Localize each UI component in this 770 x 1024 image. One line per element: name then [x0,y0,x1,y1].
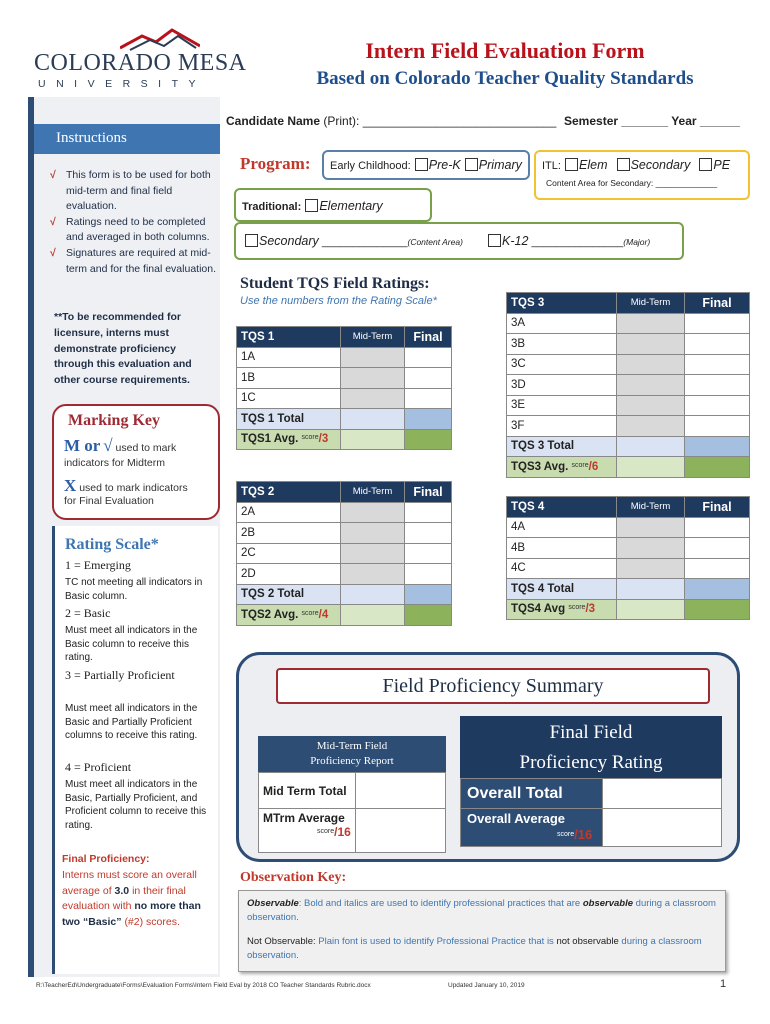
final-cell[interactable] [685,313,750,334]
table-row: 1A [237,347,452,368]
early-childhood-group: Early Childhood: Pre-K Primary [322,150,530,180]
midterm-cell[interactable] [341,368,405,389]
check-icon: √ [50,246,56,259]
licensure-note: **To be recommended for licensure, interns must demonstrate proficiency through this evaluation and other course requirements. [54,311,192,387]
program-label: Program: [240,154,311,173]
midterm-avg-cell[interactable] [341,429,405,450]
avg-row: TQS4 Avg $^{score}$/3 [507,599,750,620]
midterm-cell[interactable] [617,334,685,355]
secondary-content-field[interactable]: ______________ [321,236,408,248]
total-row: TQS 3 Total [507,436,750,457]
final-total-cell[interactable] [685,436,750,457]
tqs1-table: TQS 1 Mid-Term Final 1A 1B 1C TQS 1 Total TQS1 Avg. $^{score}$/3 [236,326,452,450]
final-proficiency-note: Final Proficiency: Interns must score an overall average of 3.0 in their final evaluation with no more than two “Basic” (#2) scores. [62,853,201,929]
table-row: 4B [507,538,750,559]
midterm-cell[interactable] [341,523,405,544]
mesa-logo-icon [120,28,200,52]
final-avg-cell[interactable] [685,457,750,478]
pe-checkbox[interactable] [699,158,712,171]
check-icon: √ [50,215,56,228]
itl-group: ITL: Elem Secondary PE Content Area for Secondary: _____________ [534,150,750,200]
final-proficiency-title: Final Proficiency: [62,853,150,865]
table-row: 1C [237,388,452,409]
x-symbol: X [64,476,77,495]
total-row: TQS 2 Total [237,584,452,605]
final-total-cell[interactable] [685,579,750,600]
prek-checkbox[interactable] [415,158,428,171]
footer-updated: Updated January 10, 2019 [448,982,525,989]
ratings-subtitle: Use the numbers from the Rating Scale* [240,295,437,307]
midterm-avg-cell[interactable] [617,599,685,620]
final-cell[interactable] [405,388,452,409]
table-row: 2A [237,502,452,523]
rating-4-desc: Must meet all indicators in the Basic, Partially Proficient, and Proficient column to receive this rating. [65,779,207,831]
rating-3: 3 = Partially Proficient [65,668,175,682]
midterm-average-cell[interactable] [355,809,445,853]
form-subtitle: Based on Colorado Teacher Quality Standards [316,68,694,89]
midterm-cell[interactable] [617,558,685,579]
tqs3-table: TQS 3 Mid-Term Final 3A 3B 3C 3D 3E 3F TQS 3 Total TQS3 Avg. $^{score}$/6 [506,292,750,478]
midterm-cell[interactable] [617,538,685,559]
primary-checkbox[interactable] [465,158,478,171]
midterm-average-label: MTrm Average $^{score}$/16 [259,809,356,853]
midterm-cell[interactable] [617,517,685,538]
logo-name: COLORADO MESA [34,50,247,76]
rating-3-desc: Must meet all indicators in the Basic and Partially Proficient columns to receive this rating. [65,703,198,742]
elementary-checkbox[interactable] [305,199,318,212]
rating-2-desc: Must meet all indicators in the Basic column to receive this rating. [65,625,198,664]
overall-total-label: Overall Total [461,779,603,809]
instructions-list [44,168,216,277]
total-row: TQS 4 Total [507,579,750,600]
summary-title: Field Proficiency Summary [276,668,710,704]
overall-average-cell[interactable] [603,809,722,847]
final-cell[interactable] [405,368,452,389]
marking-key: Marking Key M or √ used to mark indicators for Midterm X used to mark indicators for Final Evaluation [52,404,220,520]
rating-1-desc: TC not meeting all indicators in Basic column. [65,577,203,602]
midterm-total-cell[interactable] [341,409,405,430]
final-cell[interactable] [405,564,452,585]
university-logo [34,28,247,94]
marking-key-title: Marking Key [68,412,160,429]
midterm-report-head: Mid-Term Field Proficiency Report [258,736,446,772]
avg-row: TQS1 Avg. $^{score}$/3 [237,429,452,450]
midterm-total-cell[interactable] [341,584,405,605]
elem-checkbox[interactable] [565,158,578,171]
midterm-cell[interactable] [617,375,685,396]
final-avg-cell[interactable] [405,429,452,450]
observation-key-box [238,890,726,972]
table-row: 3F [507,416,750,437]
not-observable-line: Not Observable: Plain font is used to identify Professional Practice that is not observable during a classroom observation. [247,936,702,961]
midterm-total-cell[interactable] [617,579,685,600]
final-cell[interactable] [685,354,750,375]
instruction-item: √ This form is to be used for both mid-term and final field evaluation. [50,169,211,213]
table-row: 2B [237,523,452,544]
final-total-cell[interactable] [405,409,452,430]
midterm-report [258,736,446,853]
form-title: Intern Field Evaluation Form [365,38,645,63]
table-row: 4C [507,558,750,579]
final-cell[interactable] [685,558,750,579]
rating-2: 2 = Basic [65,606,111,620]
midterm-cell[interactable] [617,416,685,437]
instruction-item: √ Ratings need to be completed and averaged in both columns. [50,215,210,244]
final-cell[interactable] [685,334,750,355]
midterm-total-label: Mid Term Total [259,773,356,809]
total-row: TQS 1 Total [237,409,452,430]
observable-line: Observable: Bold and italics are used to identify professional practices that are observable during a classroom observation. [247,898,716,923]
midterm-avg-cell[interactable] [341,605,405,626]
semester-year-field[interactable]: Semester _______ Year ______ [564,114,740,128]
instruction-item: √ Signatures are required at mid-term and for the final evaluation. [50,246,217,275]
traditional-group: Traditional: Elementary [234,188,432,222]
midterm-total-cell[interactable] [355,773,445,809]
final-avg-cell[interactable] [405,605,452,626]
midterm-total-cell[interactable] [617,436,685,457]
final-cell[interactable] [405,523,452,544]
final-cell[interactable] [405,347,452,368]
rating-1: 1 = Emerging [65,558,131,572]
table-row: 3D [507,375,750,396]
midterm-avg-cell[interactable] [617,457,685,478]
candidate-name-field[interactable]: _____________________________ [362,114,557,128]
secondary-itl-checkbox[interactable] [617,158,630,171]
final-cell[interactable] [685,416,750,437]
final-cell[interactable] [405,543,452,564]
midterm-cell[interactable] [341,502,405,523]
tqs2-table: TQS 2 Mid-Term Final 2A 2B 2C 2D TQS 2 Total TQS2 Avg. $^{score}$/4 [236,481,452,626]
table-row: 2D [237,564,452,585]
secondary-group: Secondary ______________(Content Area) K-12 _______________(Major) [234,222,684,260]
table-row: 3A [507,313,750,334]
candidate-name-line[interactable]: Candidate Name (Print): _____________________________ [226,114,557,128]
overall-average-label: Overall Average $^{score}$/16 [461,809,603,847]
avg-row: TQS2 Avg. $^{score}$/4 [237,605,452,626]
final-total-cell[interactable] [405,584,452,605]
final-rating [460,716,722,847]
final-cell[interactable] [405,502,452,523]
check-symbol-icon: √ [103,436,113,455]
overall-total-cell[interactable] [603,779,722,809]
midterm-report-table [258,772,446,853]
content-area-secondary-field[interactable]: Content Area for Secondary: _____________ [546,178,718,188]
midterm-cell[interactable] [341,347,405,368]
table-row: 3E [507,395,750,416]
final-rating-head: Final Field Proficiency Rating [460,716,722,778]
page-number: 1 [720,978,727,990]
footer-file-path: R:\TeacherEd\Undergraduate\Forms\Evaluation Forms\Intern Field Eval by 2018 CO Teacher Standards Rubric.docx [36,982,371,989]
final-cell[interactable] [685,375,750,396]
table-row: 3B [507,334,750,355]
final-cell[interactable] [685,395,750,416]
table-row: 3C [507,354,750,375]
ratings-title: Student TQS Field Ratings: [240,275,430,292]
k12-checkbox[interactable] [488,234,501,247]
final-cell[interactable] [685,517,750,538]
midterm-cell[interactable] [617,313,685,334]
avg-row: TQS3 Avg. $^{score}$/6 [507,457,750,478]
midterm-cell[interactable] [341,564,405,585]
secondary-checkbox[interactable] [245,234,258,247]
table-row: 2C [237,543,452,564]
rating-scale-title: Rating Scale* [65,536,159,553]
logo-subname: UNIVERSITY [38,78,207,90]
table-row: 1B [237,368,452,389]
m-symbol: M or [64,436,101,455]
final-cell[interactable] [685,538,750,559]
k12-major-field[interactable]: _______________ [531,236,624,248]
check-icon: √ [50,169,56,181]
tqs4-table: TQS 4 Mid-Term Final 4A 4B 4C TQS 4 Total TQS4 Avg $^{score}$/3 [506,496,750,620]
observation-key-title: Observation Key: [240,870,347,885]
rating-4: 4 = Proficient [65,760,132,774]
instructions-title: Instructions [34,124,220,154]
midterm-cell[interactable] [617,354,685,375]
midterm-cell[interactable] [341,543,405,564]
midterm-cell[interactable] [617,395,685,416]
final-rating-table [460,778,722,847]
table-row: 4A [507,517,750,538]
midterm-cell[interactable] [341,388,405,409]
final-avg-cell[interactable] [685,599,750,620]
